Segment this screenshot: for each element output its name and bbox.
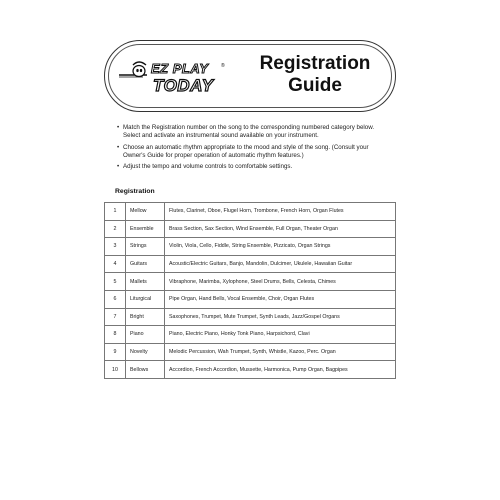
table-row bbox=[105, 326, 396, 344]
registration-number: 7 bbox=[105, 308, 126, 326]
registration-instruments: Pipe Organ, Hand Bells, Vocal Ensemble, Choir, Organ Flutes bbox=[165, 290, 396, 308]
title-line-1: Registration bbox=[259, 53, 371, 74]
table-row bbox=[105, 255, 396, 273]
registration-number: 2 bbox=[105, 220, 126, 238]
instruction-item: • Adjust the tempo and volume controls to comfortable settings. bbox=[117, 163, 392, 171]
table-row bbox=[105, 361, 396, 379]
registration-category: Novelty bbox=[126, 343, 165, 361]
registration-category: Piano bbox=[126, 326, 165, 344]
ez-play-today-logo bbox=[117, 53, 237, 99]
registration-number: 5 bbox=[105, 273, 126, 291]
registration-category: Liturgical bbox=[126, 290, 165, 308]
instruction-item: • Choose an automatic rhythm appropriate to the mood and style of the song. (Consult your Owner's Guide for proper operation of automatic rhythm features.) bbox=[117, 144, 392, 160]
page-title bbox=[255, 53, 375, 97]
table-row bbox=[105, 273, 396, 291]
registration-category: Ensemble bbox=[126, 220, 165, 238]
registration-category: Mellow bbox=[126, 203, 165, 221]
registration-number: 9 bbox=[105, 343, 126, 361]
svg-text:TODAY: TODAY bbox=[153, 76, 214, 95]
table-row bbox=[105, 343, 396, 361]
registration-table bbox=[104, 202, 396, 379]
instruction-item: • Match the Registration number on the song to the corresponding numbered category below. Select and activate an instrumental sound available on your instrument. bbox=[117, 124, 392, 140]
registration-category: Strings bbox=[126, 238, 165, 256]
registration-instruments: Vibraphone, Marimba, Xylophone, Steel Drums, Bells, Celesta, Chimes bbox=[165, 273, 396, 291]
registration-instruments: Accordion, French Accordion, Mussette, Harmonica, Pump Organ, Bagpipes bbox=[165, 361, 396, 379]
registration-number: 4 bbox=[105, 255, 126, 273]
svg-text:®: ® bbox=[221, 63, 225, 69]
registration-category: Bellows bbox=[126, 361, 165, 379]
registration-number: 6 bbox=[105, 290, 126, 308]
svg-text:EZ PLAY: EZ PLAY bbox=[151, 61, 209, 76]
header-banner bbox=[104, 40, 396, 112]
table-row bbox=[105, 308, 396, 326]
registration-instruments: Melodic Percussion, Wah Trumpet, Synth, Whistle, Kazoo, Perc. Organ bbox=[165, 343, 396, 361]
registration-instruments: Piano, Electric Piano, Honky Tonk Piano, Harpsichord, Clavi bbox=[165, 326, 396, 344]
registration-number: 3 bbox=[105, 238, 126, 256]
registration-category: Guitars bbox=[126, 255, 165, 273]
registration-heading: Registration bbox=[115, 188, 155, 195]
registration-number: 1 bbox=[105, 203, 126, 221]
registration-instruments: Brass Section, Sax Section, Wind Ensemble, Full Organ, Theater Organ bbox=[165, 220, 396, 238]
registration-instruments: Saxophones, Trumpet, Mute Trumpet, Synth Leads, Jazz/Gospel Organs bbox=[165, 308, 396, 326]
registration-category: Mallets bbox=[126, 273, 165, 291]
registration-instruments: Flutes, Clarinet, Oboe, Flugel Horn, Trombone, French Horn, Organ Flutes bbox=[165, 203, 396, 221]
title-line-2: Guide bbox=[288, 75, 342, 96]
registration-number: 10 bbox=[105, 361, 126, 379]
table-row bbox=[105, 203, 396, 221]
registration-category: Bright bbox=[126, 308, 165, 326]
table-row bbox=[105, 238, 396, 256]
table-row bbox=[105, 220, 396, 238]
registration-number: 8 bbox=[105, 326, 126, 344]
table-row bbox=[105, 290, 396, 308]
instructions-list bbox=[117, 124, 392, 175]
registration-instruments: Violin, Viola, Cello, Fiddle, String Ensemble, Pizzicato, Organ Strings bbox=[165, 238, 396, 256]
registration-instruments: Acoustic/Electric Guitars, Banjo, Mandolin, Dulcimer, Ukulele, Hawaiian Guitar bbox=[165, 255, 396, 273]
